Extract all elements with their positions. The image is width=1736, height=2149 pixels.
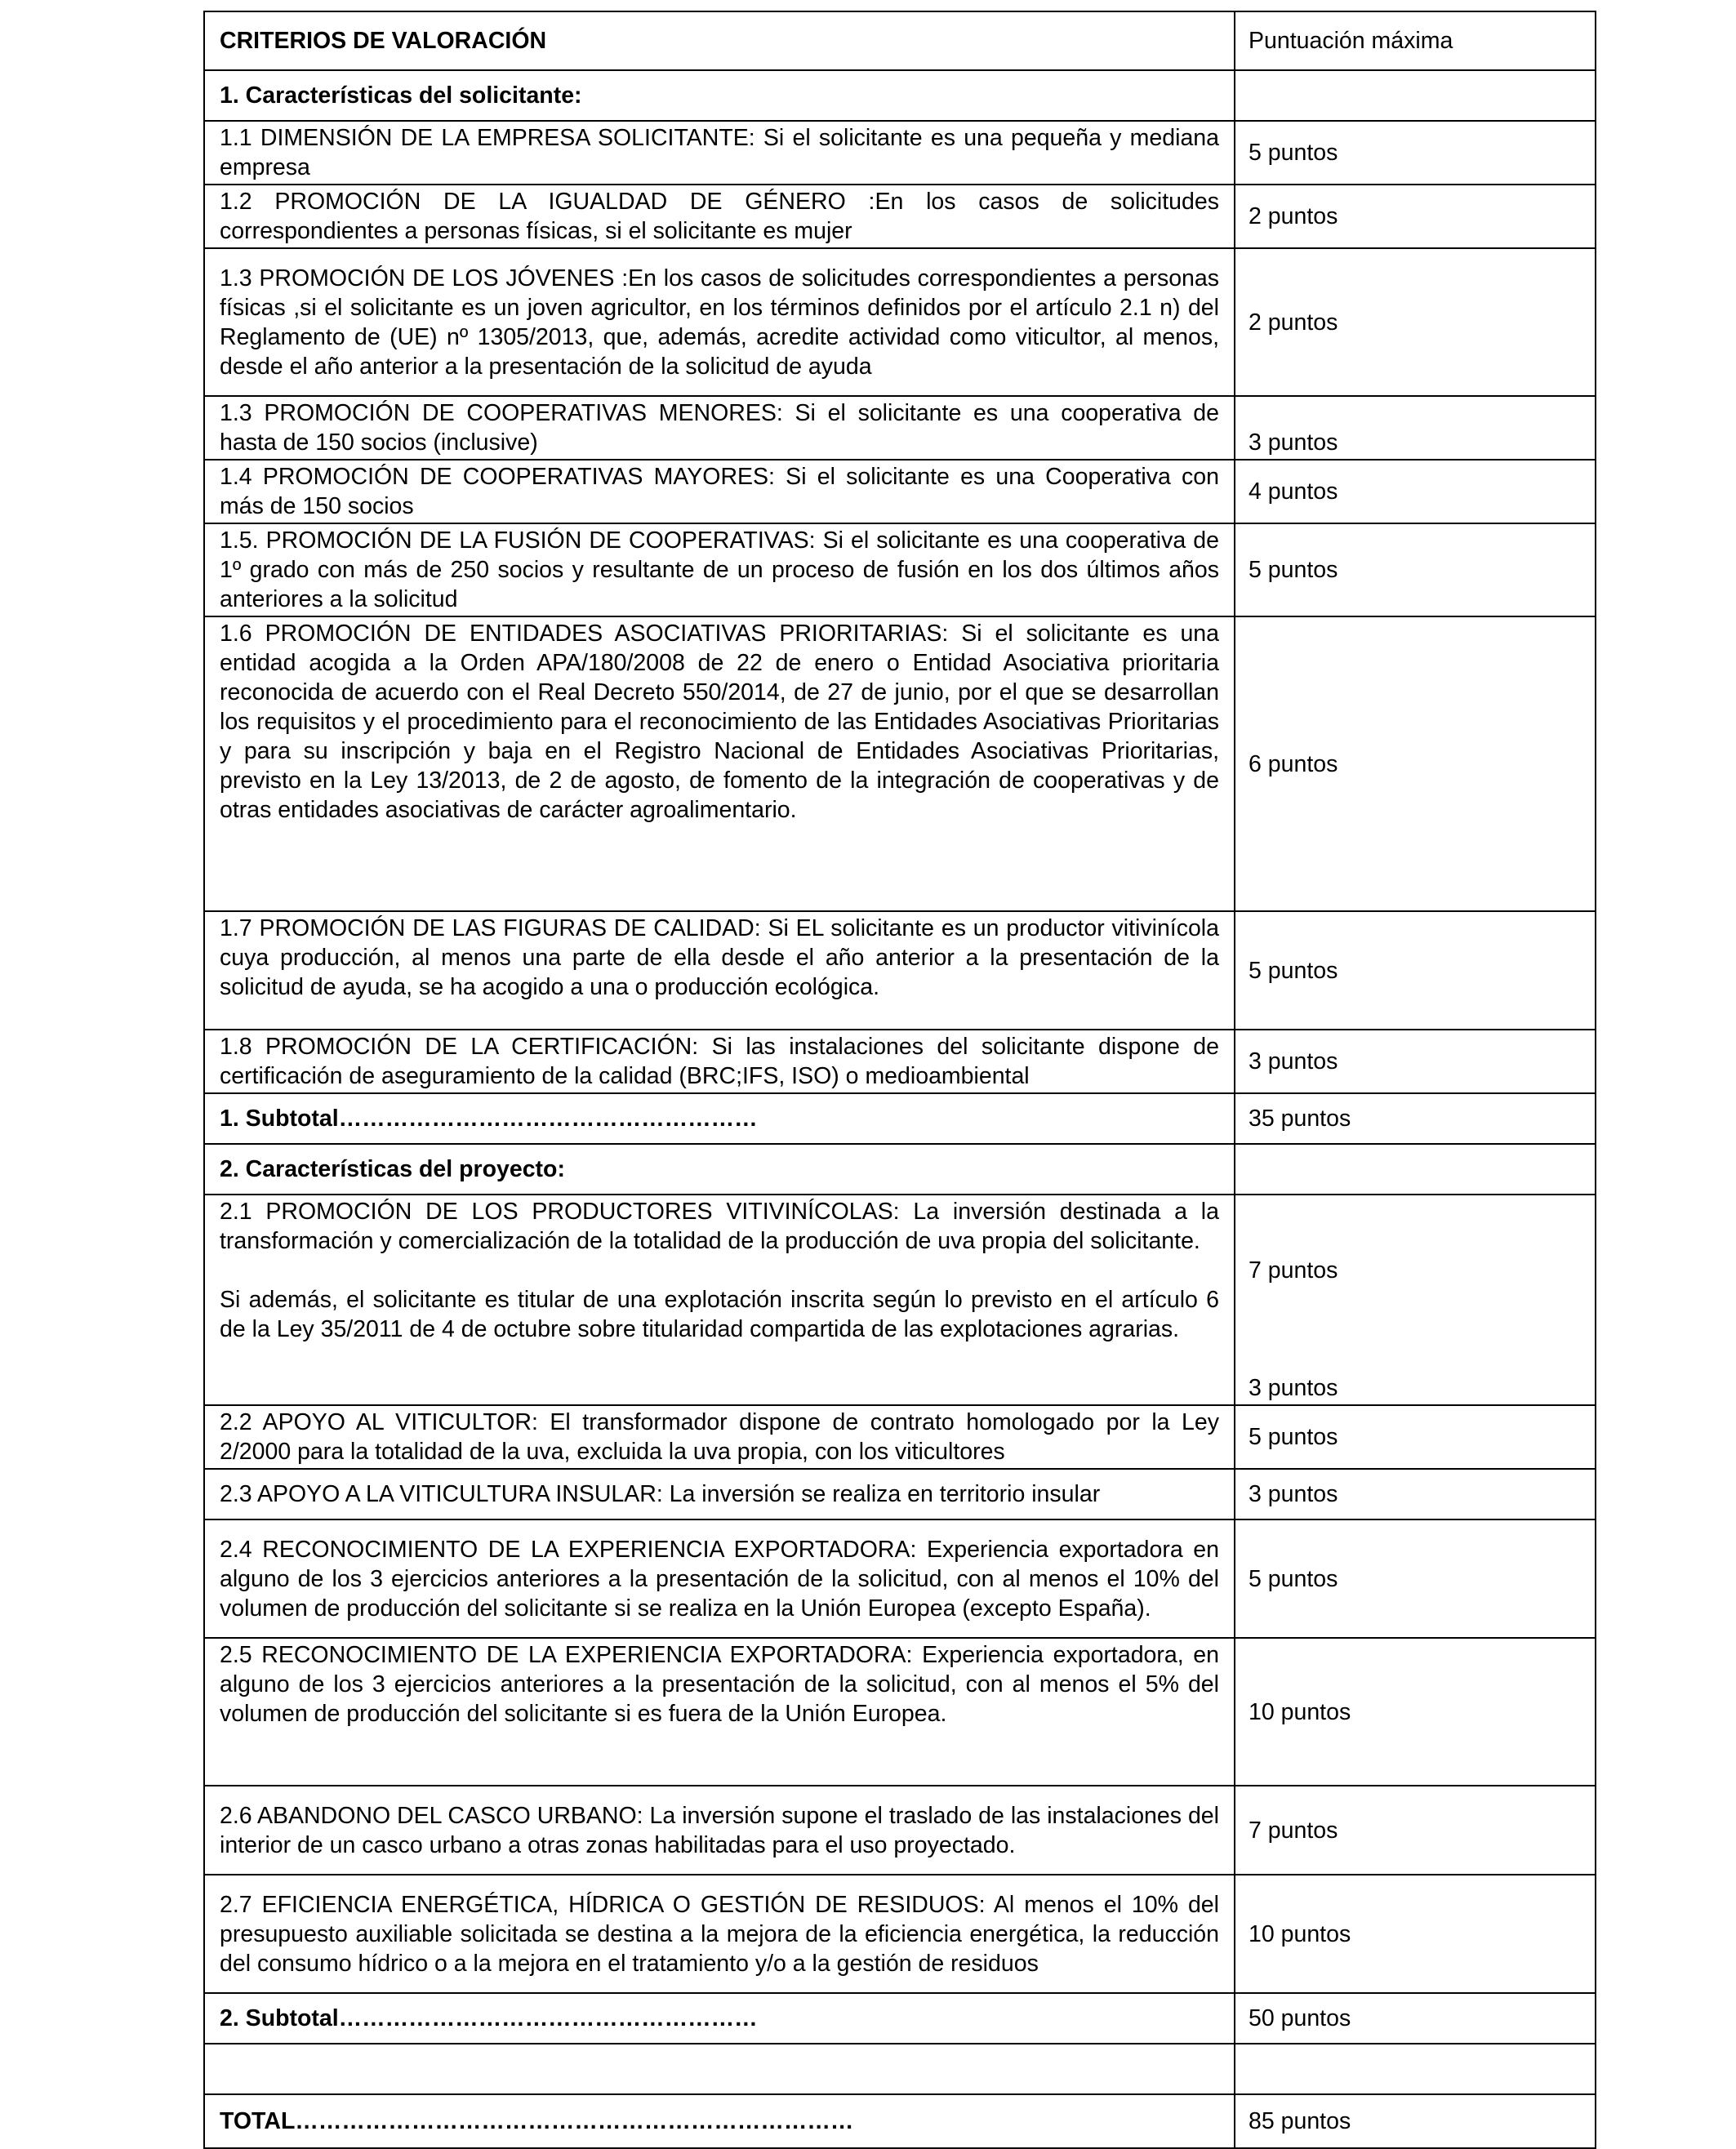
- criterion-text-part-b: Si además, el solicitante es titular de una explotación inscrita según lo previsto en el artículo 6 de la Ley 35/2011 de 4 de octubre sobre titularidad compartida de las explotaciones agrarias.: [220, 1287, 1219, 1342]
- section2-title: 2. Características del proyecto:: [204, 1144, 1235, 1195]
- table-row: [204, 1195, 1596, 1405]
- criterion-points-b: 3 puntos: [1249, 1375, 1338, 1401]
- criterion-text: 1.2 PROMOCIÓN DE LA IGUALDAD DE GÉNERO :En los casos de solicitudes correspondientes a personas físicas, si el solicitante es mujer: [204, 185, 1235, 248]
- criterion-points: [1235, 1195, 1596, 1405]
- table-row: [204, 1469, 1596, 1519]
- criterion-points: 7 puntos: [1235, 1786, 1596, 1875]
- table-row: [204, 1638, 1596, 1786]
- criterion-text: [204, 1195, 1235, 1405]
- table-row: [204, 1519, 1596, 1638]
- table-row: [204, 396, 1596, 460]
- criterion-text: 2.7 EFICIENCIA ENERGÉTICA, HÍDRICA O GESTIÓN DE RESIDUOS: Al menos el 10% del presupuesto auxiliable solicitada se destina a la mejora de la eficiencia energética, la reducción del consumo hídrico o a la mejora en el tratamiento y/o a la gestión de residuos: [204, 1875, 1235, 1993]
- criterion-points: 2 puntos: [1235, 185, 1596, 248]
- criterion-text: 1.6 PROMOCIÓN DE ENTIDADES ASOCIATIVAS PRIORITARIAS: Si el solicitante es una entidad acogida a la Orden APA/180/2008 de 22 de enero o Entidad Asociativa prioritaria reconocida de acuerdo con el Real Decreto 550/2014, de 27 de junio, por el que se desarrollan los requisitos y el procedimiento para el reconocimiento de las Entidades Asociativas Prioritarias y para su inscripción y baja en el Registro Nacional de Entidades Asociativas Prioritarias, previsto en la Ley 13/2013, de 2 de agosto, de fomento de la integración de cooperativas y de otras entidades asociativas de carácter agroalimentario.: [204, 616, 1235, 911]
- criterion-points: 10 puntos: [1235, 1638, 1596, 1786]
- criterion-points: 5 puntos: [1235, 1519, 1596, 1638]
- criterion-text: 1.8 PROMOCIÓN DE LA CERTIFICACIÓN: Si las instalaciones del solicitante dispone de certificación de aseguramiento de la calidad (BRC;IFS, ISO) o medioambiental: [204, 1030, 1235, 1093]
- table-row: [204, 185, 1596, 248]
- criterion-text: 2.4 RECONOCIMIENTO DE LA EXPERIENCIA EXPORTADORA: Experiencia exportadora en alguno de los 3 ejercicios anteriores a la presentación de la solicitud, con al menos el 10% del volumen de producción del solicitante si se realiza en la Unión Europea (excepto España).: [204, 1519, 1235, 1638]
- subtotal-row: [204, 1993, 1596, 2044]
- section1-title: 1. Características del solicitante:: [204, 70, 1235, 121]
- subtotal-label: 2. Subtotal………………………………………………: [204, 1993, 1235, 2044]
- empty-cell: [1235, 2044, 1596, 2094]
- subtotal-row: [204, 1093, 1596, 1144]
- criteria-header: CRITERIOS DE VALORACIÓN: [204, 11, 1235, 70]
- table-row: [204, 1405, 1596, 1469]
- criterion-text: 1.4 PROMOCIÓN DE COOPERATIVAS MAYORES: Si el solicitante es una Cooperativa con más de 150 socios: [204, 460, 1235, 523]
- criterion-text: 2.2 APOYO AL VITICULTOR: El transformador dispone de contrato homologado por la Ley 2/2000 para la totalidad de la uva, excluida la uva propia, con los viticultores: [204, 1405, 1235, 1469]
- criterion-text: 1.1 DIMENSIÓN DE LA EMPRESA SOLICITANTE: Si el solicitante es una pequeña y mediana empresa: [204, 121, 1235, 185]
- max-score-header: Puntuación máxima: [1235, 11, 1596, 70]
- table-row: [204, 616, 1596, 911]
- table-row: [204, 911, 1596, 1030]
- empty-cell: [1235, 70, 1596, 121]
- criterion-points: 6 puntos: [1235, 616, 1596, 911]
- section2-title-row: [204, 1144, 1596, 1195]
- empty-cell: [1235, 1144, 1596, 1195]
- criterion-points: 4 puntos: [1235, 460, 1596, 523]
- valuation-criteria-table: [203, 11, 1596, 2149]
- section1-title-row: [204, 70, 1596, 121]
- criterion-text: 2.6 ABANDONO DEL CASCO URBANO: La inversión supone el traslado de las instalaciones del interior de un casco urbano a otras zonas habilitadas para el uso proyectado.: [204, 1786, 1235, 1875]
- empty-row: [204, 2044, 1596, 2094]
- empty-cell: [204, 2044, 1235, 2094]
- criterion-text: 2.5 RECONOCIMIENTO DE LA EXPERIENCIA EXPORTADORA: Experiencia exportadora, en alguno de los 3 ejercicios anteriores a la presentación de la solicitud, con al menos el 5% del volumen de producción del solicitante si es fuera de la Unión Europea.: [204, 1638, 1235, 1786]
- criterion-points: 10 puntos: [1235, 1875, 1596, 1993]
- criterion-points: 5 puntos: [1235, 523, 1596, 616]
- criterion-points: 3 puntos: [1235, 396, 1596, 460]
- criterion-text-part-a: 2.1 PROMOCIÓN DE LOS PRODUCTORES VITIVINÍCOLAS: La inversión destinada a la transformación y comercialización de la totalidad de la producción de uva propia del solicitante.: [220, 1199, 1219, 1254]
- table-row: [204, 460, 1596, 523]
- criterion-points: 3 puntos: [1235, 1030, 1596, 1093]
- table-row: [204, 523, 1596, 616]
- criterion-points: 5 puntos: [1235, 1405, 1596, 1469]
- criterion-points-a: 7 puntos: [1249, 1257, 1338, 1284]
- subtotal-label: 1. Subtotal………………………………………………: [204, 1093, 1235, 1144]
- header-row: [204, 11, 1596, 70]
- table-row: [204, 1030, 1596, 1093]
- criterion-text: 1.3 PROMOCIÓN DE LOS JÓVENES :En los casos de solicitudes correspondientes a personas físicas ,si el solicitante es un joven agricultor, en los términos definidos por el artículo 2.1 n) del Reglamento de (UE) nº 1305/2013, que, además, acredite actividad como viticultor, al menos, desde el año anterior a la presentación de la solicitud de ayuda: [204, 248, 1235, 396]
- total-label: TOTAL………………………………………………………………: [204, 2094, 1235, 2148]
- criterion-points: 5 puntos: [1235, 121, 1596, 185]
- criterion-text: 1.3 PROMOCIÓN DE COOPERATIVAS MENORES: Si el solicitante es una cooperativa de hasta de 150 socios (inclusive): [204, 396, 1235, 460]
- table-row: [204, 248, 1596, 396]
- table-row: [204, 1875, 1596, 1993]
- total-row: [204, 2094, 1596, 2148]
- criterion-text: 1.5. PROMOCIÓN DE LA FUSIÓN DE COOPERATIVAS: Si el solicitante es una cooperativa de 1º grado con más de 250 socios y resultante de un proceso de fusión en los dos últimos años anteriores a la solicitud: [204, 523, 1235, 616]
- subtotal-points: 35 puntos: [1235, 1093, 1596, 1144]
- table-row: [204, 1786, 1596, 1875]
- subtotal-points: 50 puntos: [1235, 1993, 1596, 2044]
- total-points: 85 puntos: [1235, 2094, 1596, 2148]
- table-row: [204, 121, 1596, 185]
- criterion-points: 3 puntos: [1235, 1469, 1596, 1519]
- criterion-text: 2.3 APOYO A LA VITICULTURA INSULAR: La inversión se realiza en territorio insular: [204, 1469, 1235, 1519]
- criterion-text: 1.7 PROMOCIÓN DE LAS FIGURAS DE CALIDAD: Si EL solicitante es un productor vitivinícola cuya producción, al menos una parte de ella desde el año anterior a la presentación de la solicitud de ayuda, se ha acogido a una o producción ecológica.: [204, 911, 1235, 1030]
- criterion-points: 2 puntos: [1235, 248, 1596, 396]
- criterion-points: 5 puntos: [1235, 911, 1596, 1030]
